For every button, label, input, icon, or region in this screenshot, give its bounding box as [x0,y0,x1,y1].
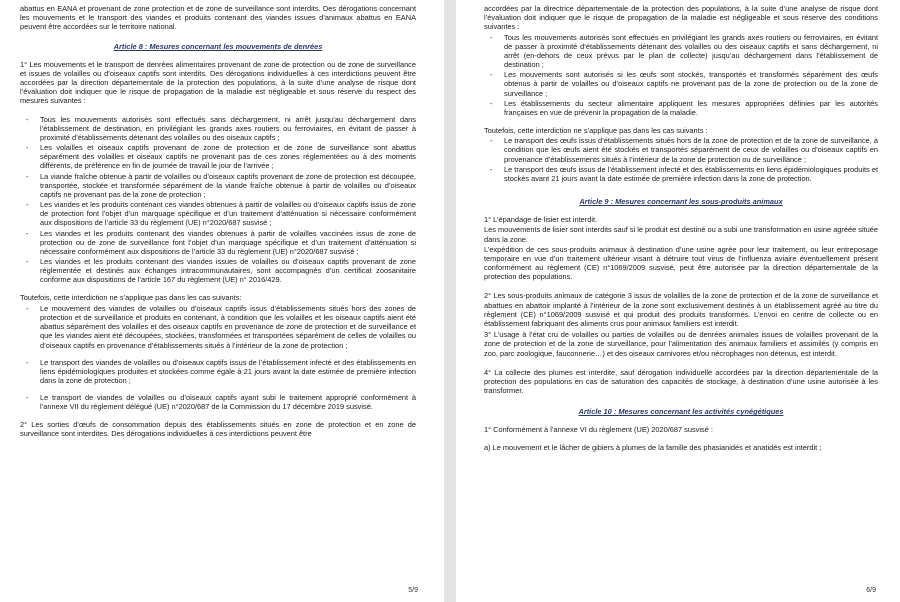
list-item: - Le transport de viandes de volailles ou d’oiseaux captifs ayant subi le traitement approprié conformément à l’annexe VII du règlement délégué (UE) n°2020/687 de la Commission du 17 décembre 2019 susvisé. [40,393,416,411]
paragraph-article-9-3: 3° L’usage à l’état cru de volailles ou parties de volailles ou de denrées animales issues de volailles provenant de la zone de protection et de la zone de surveillance, pour l’alimentation des animaux familiers et assimilés (y compris en zoo, parc zoologique, fauconnerie…) et des oiseaux carnivores et/ou nécrophages non détenus, est interdit. [484,330,878,358]
page-separator [444,0,456,602]
list-item: - Les mouvements sont autorisés si les œufs sont stockés, transportés et transformés séparément des œufs obtenus à partir de volailles ou d’oiseaux captifs ne provenant pas de la zone de protection ou de la zone de surveillance ; [504,70,878,98]
list-item: - Les volailles et oiseaux captifs provenant de zone de protection et de zone de surveillance sont abattus séparément des volailles et oiseaux captifs ne provenant pas de ces zones réglementées ou à des moments différents, de préférence en fin de journée de travail le jour de l’arrivée ; [40,143,416,171]
paragraph-toutefois: Toutefois, cette interdiction ne s’applique pas dans les cas suivants: [20,292,242,302]
list-item: - La viande fraîche obtenue à partir de volailles ou d’oiseaux captifs provenant de zone de protection est découpée, transportée, stockée et transformée séparément de la viande fraîche obtenue à partir de volailles ou d’oiseaux captifs ne provenant pas de la zone de protection ; [40,172,416,200]
article-10-heading: Article 10 : Mesures concernant les activités cynégétiques [578,407,784,417]
document-page-left [0,0,444,602]
paragraph-intro: abattus en EANA et provenant de zone protection et de zone de surveillance sont interdits. Des dérogations concernant les mouvements et le transport des viandes et produits contenant des viandes issues d’animaux abattus en EANA peuvent être accordées sur le territoire national. [20,4,416,32]
list-item: - Tous les mouvements autorisés sont effectués en privilégiant les grands axes routiers ou ferroviaires, en évitant de passer à proximité d’établissements détenant des volailles ou des oiseaux captifs et sans déchargement, ni arrêt (en-dehors de ceux prévus par le plan de collecte) jusqu’au déchargement dans l’établissement de destination ; [504,33,878,70]
paragraph-article-8-1: 1° Les mouvements et le transport de denrées alimentaires provenant de zone de protection ou de zone de surveillance et issues de volailles ou d’oiseaux captifs sont interdits. Des dérogations individuelles à ces interdictions peuvent être accordées par la direction départementale de la protection des populations, à la suite d’une analyse de risque dont l’évaluation doit indiquer que le risque de propagation de la maladie est négligeable et sous réserve du respect des mesures suivantes : [20,59,416,106]
paragraph-article-10-1: 1° Conformément à l’annexe VI du règlement (UE) 2020/687 susvisé : [484,425,713,435]
list-conditions [20,115,416,285]
paragraph-article-10-a: a) Le mouvement et le lâcher de gibiers à plumes de la famille des phasianidés et anatidés est interdit ; [484,442,822,452]
page-number: 6/9 [866,587,876,595]
article-9-heading: Article 9 : Mesures concernant les sous-produits animaux [579,197,783,207]
list-item: - Les établissements du secteur alimentaire appliquent les mesures appropriées définies par les autorités françaises en vue de prévenir la propagation de la maladie. [504,99,878,117]
list-item: - Le transport des œufs issus d’établissements situés hors de la zone de protection et de la zone de surveillance, à condition que les œufs aient été stockés et transportés séparément de ceux de volailles ou d’oiseaux captifs en provenance d’établissements situés à l’intérieur de la zone de protection ou de surveillance ; [504,136,878,164]
document-page-right [456,0,900,602]
page-number: 5/9 [408,587,418,595]
list-item: - Les viandes et les produits contenant des viandes obtenues à partir de volailles vaccinées issus de zone de protection ou de zone de surveillance font l’objet d’un marquage spécifique et d’un traitement d’atténuation si nécessaire conformément aux dispositions de l’article 33 du règlement (UE) n°2020/687 susvisé ; [40,229,416,257]
list-item: - Tous les mouvements autorisés sont effectués sans déchargement, ni arrêt jusqu’au déchargement dans l’établissement de destination, en privilégiant les grands axes routiers ou ferroviaires, en évitant de passer à proximité d’établissements détenant des volailles ou des oiseaux captifs ; [40,115,416,143]
list-item: - Le transport des viandes de volailles ou d’oiseaux captifs issus de l’établissement infecté et des établissements en liens épidémiologiques produites et stockées comme égale à 21 jours avant la date estimée de première infection dans la zone de protection ; [40,358,416,386]
paragraph-toutefois: Toutefois, cette interdiction ne s’applique pas dans les cas suivants : [484,126,708,136]
list-item: - Le mouvement des viandes de volailles ou d’oiseaux captifs issus d’établissements situés hors des zones de protection et de surveillance et produits en contenant, à condition que les volailles et les oiseaux captifs aient été abattus séparément des volailles et des oiseaux captifs en provenance de zone de protection et de surveillance et que les viandes aient été découpées, stockées, transformées et transportées séparément de celles de volailles ou d’oiseaux captifs en provenance d’établissements situés à l’intérieur de la zone de protection ; [40,304,416,350]
paragraph-article-9-1c: L’expédition de ces sous-produits animaux à destination d’une usine agrée pour leur traitement, ou leur entreposage temporaire en vue d’un traitement ultérieur visant à détruire tout virus de l’influenza aviaire éventuellement présent conformément au règlement (CE) n°1069/2009 susvisé, peut être autorisée par la direction départementale de la protection des populations. [484,244,878,282]
article-8-heading: Article 8 : Mesures concernant les mouvements de denrées [113,41,323,51]
list-item: - Le transport des œufs issus de l’établissement infecté et des établissements en liens épidémiologiques produits et stockés avant 21 jours avant la date estimée de première infection dans la zone de protection. [504,165,878,183]
paragraph-article-9-1b: Les mouvements de lisier sont interdits sauf si le produit est destiné ou a subi une transformation en usine agréée située dans la zone. [484,225,878,244]
list-conditions [484,33,878,118]
list-item: - Les viandes et les produits contenant des viandes issues de volailles ou d’oiseaux captifs provenant de zone réglementée et destinés aux échanges intracommunautaires, sont accompagnés d’un certificat zoosanitaire conforme aux dispositions de l’article 167 du règlement (UE) n° 2016/429. [40,257,416,285]
paragraph-intro: accordées par la directrice départementale de la protection des populations, à la suite d’une analyse de risque dont l’évaluation doit indiquer que le risque de propagation de la maladie est négligeable et sous réserve des conditions suivantes : [484,4,878,32]
paragraph-article-9-4: 4° La collecte des plumes est interdite, sauf dérogation individuelle accordées par la direction départementale de la protection des populations en cas de saturation des capacités de stockage, à destination d’une usine autorisée à les transformer. [484,367,878,396]
paragraph-article-9-2: 2° Les sous-produits animaux de catégorie 3 issus de volailles de la zone de protection et de la zone de surveillance et abattues en abattoir implanté à l’intérieur de la zone sont exclusivement destinés à un établissement agréé au titre du règlement (CE) n°1069/2009 susvisé et qui produit des produits transformés. L’envoi en centre de collecte ou en établissement fabriquant des aliments crus pour animaux familiers est interdit. [484,291,878,328]
paragraph-article-8-2: 2° Les sorties d’œufs de consommation depuis des établissements situés en zone de protection et en zone de surveillance sont interdites. Des dérogations individuelles à ces interdictions peuvent être [20,419,416,438]
list-item: - Les viandes et les produits contenant ces viandes obtenues à partir de volailles ou d’oiseaux captifs issus de zone de protection font l’objet d’un marquage spécifique et d’un traitement d’atténuation si nécessaire conformément aux dispositions de l’article 33 du règlement (UE) n°2020/687 susvisé ; [40,200,416,228]
list-exceptions [484,136,878,183]
paragraph-article-9-1a: 1° L’épandage de lisier est interdit. [484,215,598,225]
list-exceptions [20,304,416,412]
